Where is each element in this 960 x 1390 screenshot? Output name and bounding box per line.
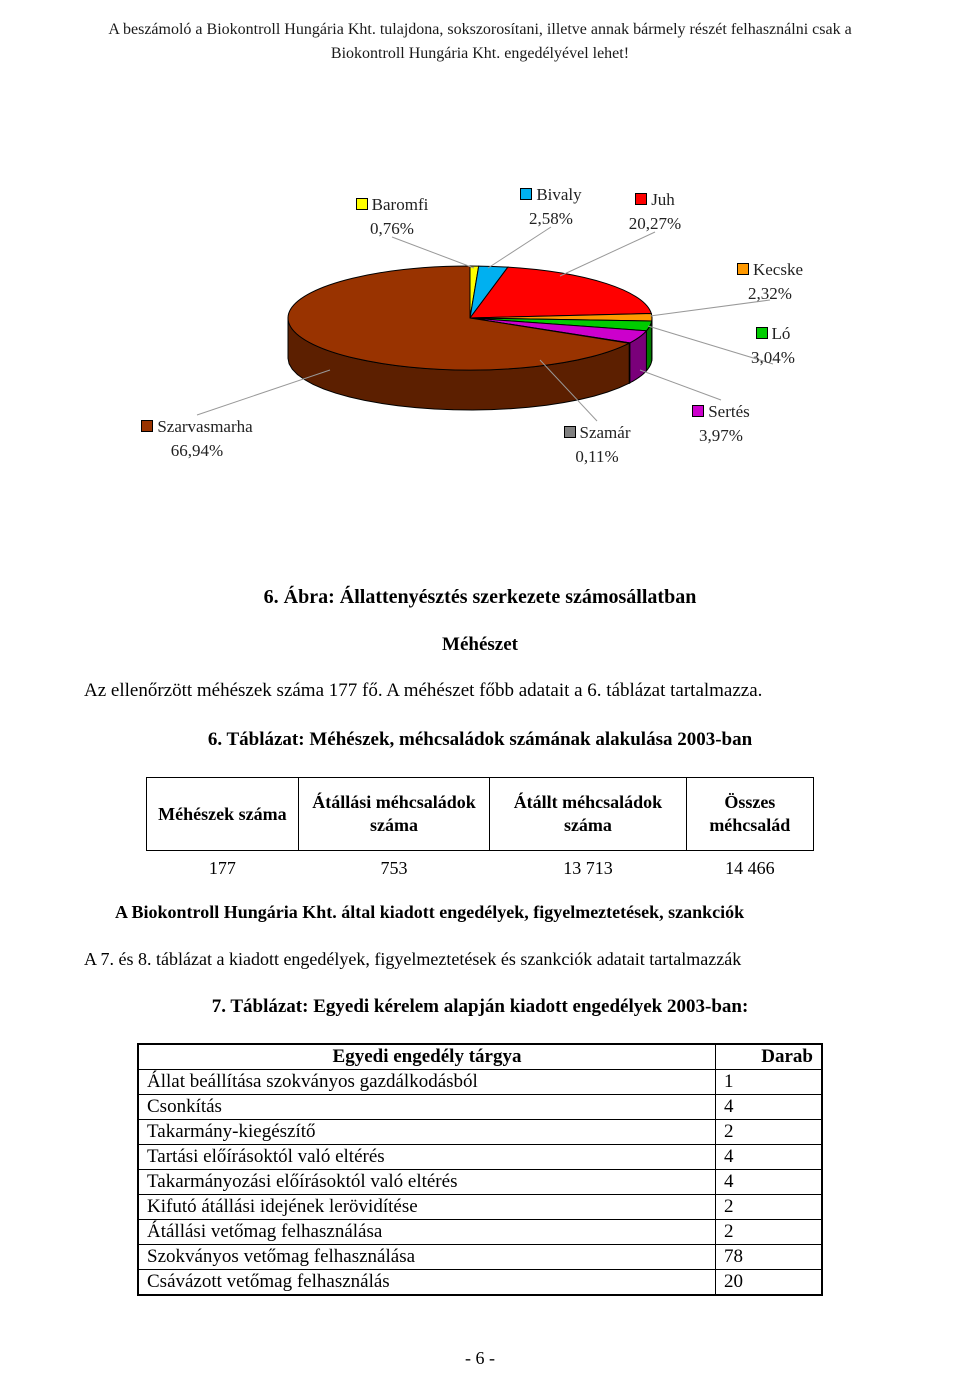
table7-count-cell: 4 — [716, 1145, 823, 1170]
pie-label-name: Sertés — [708, 402, 750, 421]
paragraph-permits: A 7. és 8. táblázat a kiadott engedélyek, figyelmeztetések és szankciók adatait tartalmazzák — [84, 949, 742, 969]
pie-label-name: Kecske — [752, 260, 804, 279]
page-number: - 6 - — [465, 1348, 495, 1368]
pie-leader-line — [488, 227, 551, 268]
header-line-1: A beszámoló a Biokontroll Hungária Kht. tulajdona, sokszorosítani, illetve annak bármely részét felhasználni csak a — [108, 21, 852, 38]
pie-label-name: Ló — [771, 324, 791, 343]
legend-swatch — [356, 198, 368, 210]
table-row — [138, 1095, 822, 1120]
table6-cell: 13 713 — [563, 857, 613, 878]
table-row — [138, 1170, 822, 1195]
pie-label-value: 66,94% — [170, 441, 224, 460]
table6-caption: 6. Táblázat: Méhészek, méhcsaládok számának alakulása 2003-ban — [207, 729, 753, 750]
section-title-meheszet: Méhészet — [442, 634, 518, 655]
pie-label-name: Baromfi — [371, 195, 429, 214]
pie-label-name: Szamár — [579, 423, 631, 442]
legend-swatch — [756, 327, 768, 339]
table-row — [138, 1220, 822, 1245]
table6-header-row — [147, 778, 814, 851]
pie-leader-line — [392, 237, 474, 268]
table7-subject-cell: Kifutó átállási idejének lerövidítése — [138, 1195, 716, 1220]
pie-chart — [0, 0, 960, 600]
pie-label-name: Bivaly — [536, 185, 582, 204]
table7-count-cell: 20 — [716, 1270, 823, 1296]
legend-swatch — [635, 193, 647, 205]
pie-leader-line — [640, 370, 721, 400]
table6-cell: 14 466 — [725, 857, 775, 878]
table6-header-cell: Átállási méhcsaládok száma — [298, 778, 489, 851]
paragraph-meheszet: Az ellenőrzött méhészek száma 177 fő. A méhészet főbb adatait a 6. táblázat tartalmazza. — [84, 680, 763, 701]
table-row — [138, 1145, 822, 1170]
pie-label-szarvasmarha — [127, 415, 267, 463]
table-row — [138, 1195, 822, 1220]
table6-header-cell: Átállt méhcsaládok száma — [490, 778, 686, 851]
pie-label-juh — [585, 188, 725, 236]
pie-label-szamár — [527, 421, 667, 469]
table6-cell: 177 — [208, 857, 236, 878]
pie-label-ló — [703, 322, 843, 370]
table7-header-count: Darab — [716, 1044, 823, 1070]
legend-swatch — [520, 188, 532, 200]
pie-label-value: 0,76% — [370, 219, 414, 238]
table7-count-cell: 1 — [716, 1070, 823, 1095]
table7-subject-cell: Szokványos vetőmag felhasználása — [138, 1245, 716, 1270]
table7-count-cell: 2 — [716, 1195, 823, 1220]
table7-subject-cell: Csonkítás — [138, 1095, 716, 1120]
table7-count-cell: 78 — [716, 1245, 823, 1270]
table7-count-cell: 2 — [716, 1120, 823, 1145]
table7-subject-cell: Állat beállítása szokványos gazdálkodásból — [138, 1070, 716, 1095]
table7-count-cell: 2 — [716, 1220, 823, 1245]
pie-label-value: 3,04% — [751, 348, 795, 367]
legend-swatch — [737, 263, 749, 275]
table7-body — [138, 1070, 822, 1296]
pie-label-baromfi — [322, 193, 462, 241]
section-title-permits: A Biokontroll Hungária Kht. által kiadott engedélyek, figyelmeztetések, szankciók — [115, 902, 745, 922]
table7-header-subject: Egyedi engedély tárgya — [138, 1044, 716, 1070]
table7-subject-cell: Tartási előírásoktól való eltérés — [138, 1145, 716, 1170]
table-6 — [146, 777, 814, 885]
legend-swatch — [564, 426, 576, 438]
table7-subject-cell: Takarmányozási előírásoktól való eltérés — [138, 1170, 716, 1195]
table-7 — [137, 1043, 823, 1296]
pie-label-name: Szarvasmarha — [157, 417, 253, 436]
table7-count-cell: 4 — [716, 1095, 823, 1120]
pie-label-sertés — [651, 400, 791, 448]
table6-header-cell: Összes méhcsalád — [686, 778, 813, 851]
table7-caption: 7. Táblázat: Egyedi kérelem alapján kiadott engedélyek 2003-ban: — [211, 996, 749, 1017]
pie-label-value: 2,58% — [529, 209, 573, 228]
header-line-2: Biokontroll Hungária Kht. engedélyével lehet! — [330, 45, 630, 62]
pie-label-kecske — [700, 258, 840, 306]
table7-subject-cell: Átállási vetőmag felhasználása — [138, 1220, 716, 1245]
table7-count-cell: 4 — [716, 1170, 823, 1195]
table7-subject-cell: Takarmány-kiegészítő — [138, 1120, 716, 1145]
figure-caption: 6. Ábra: Állattenyésztés szerkezete számosállatban — [263, 586, 697, 608]
table-row — [138, 1270, 822, 1296]
table-row — [138, 1120, 822, 1145]
table-row — [138, 1070, 822, 1095]
table-row — [147, 851, 814, 886]
pie-label-name: Juh — [651, 190, 675, 209]
pie-label-value: 2,32% — [748, 284, 792, 303]
table-row — [138, 1245, 822, 1270]
pie-label-value: 0,11% — [575, 447, 619, 466]
pie-label-value: 20,27% — [628, 214, 682, 233]
legend-swatch — [692, 405, 704, 417]
table6-cell: 753 — [380, 857, 408, 878]
legend-swatch — [141, 420, 153, 432]
table7-header-row — [138, 1044, 822, 1070]
pie-label-value: 3,97% — [699, 426, 743, 445]
table6-header-cell: Méhészek száma — [147, 778, 299, 851]
table7-subject-cell: Csávázott vetőmag felhasználás — [138, 1270, 716, 1296]
pie-leader-line — [560, 232, 655, 276]
pie-leader-line — [197, 370, 330, 415]
